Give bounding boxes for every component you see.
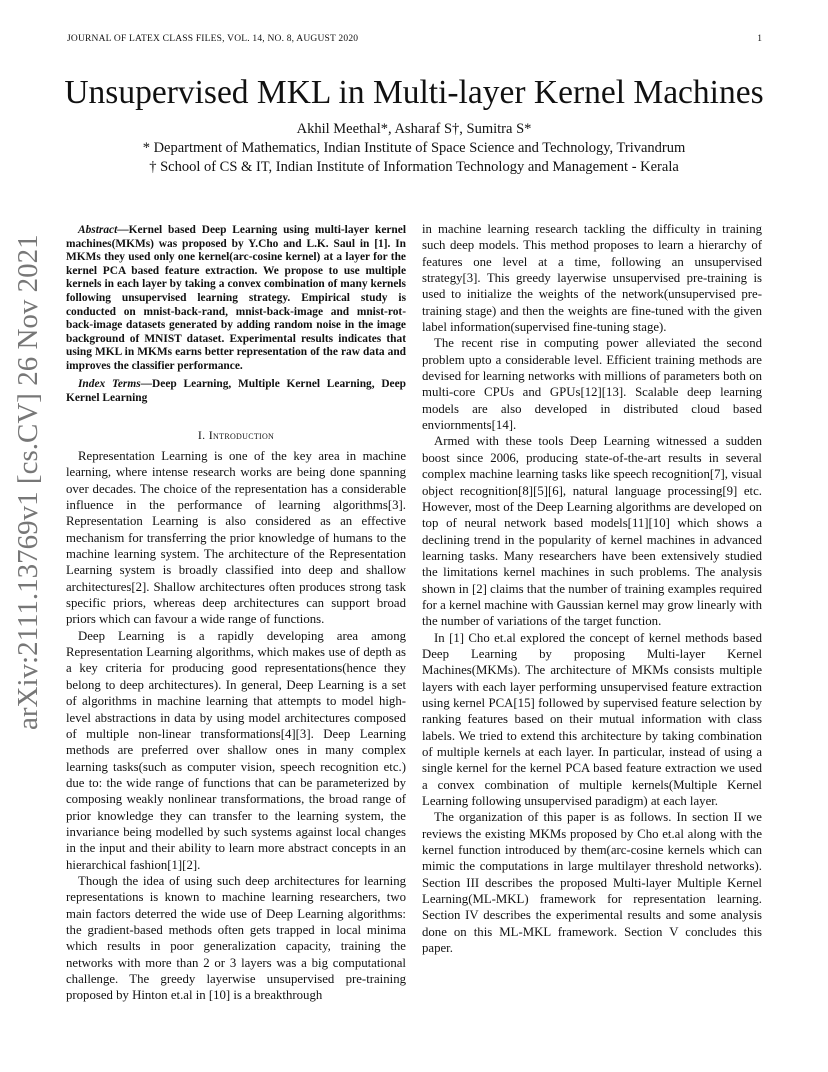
abstract-text: —Kernel based Deep Learning using multi-layer kernel machines(MKMs) was proposed by Y.Cho and L.K. Saul in [1]. In MKMs they used only one kernel(arc-cosine kernel) at a layer for the kernel PCA based feature extraction. We propose to use multiple kernels in each layer by taking a convex combination of many kernels following unsupervised learning strategy. Empirical study is conducted on mnist-back-rand, mnist-back-image and mnist-rot-back-image datasets generated by adding random noise in the image background of MNIST dataset. Experimental results indicates that using MKL in MKMs earns better representation of the raw data and improves the classifier performance. xyxy=(66,224,406,372)
section-number: I. xyxy=(197,428,206,442)
author-list: Akhil Meethal*, Asharaf S†, Sumitra S* xyxy=(296,121,532,137)
paragraph: In [1] Cho et.al explored the concept of kernel methods based Deep Learning by proposing Multi-layer Kernel Machines(MKMs). The architecture of MKMs consists multiple layers with each layer performing unsupervised feature extraction using kernel PCA[15] followed by supervised feature selection by ranking features based on their mutual information with class labels. We tried to extend this architecture by taking combination of multiple kernels at each layer. In particular, instead of using a single kernel for the kernel PCA based feature extraction we used a convex combination of multiple kernels(Multiple Kernel Learning following unsupervised paradigm) at each layer. xyxy=(422,630,762,809)
paragraph: Armed with these tools Deep Learning witnessed a sudden boost since 2006, producing state-of-the-art results in several complex machine learning tasks like speech recognition[7], visual object recognition[8][5][6], natural language processing[9] etc. However, most of the Deep Learning algorithms are developed on top of neural network based models[11][10] which shows a declining trend in the popularity of kernel machines in advanced learning tasks. Many researchers have been extensively studied the limitations kernel machines in such problems. The analysis shown in [2] claims that the number of training examples required for a kernel machine with Gaussian kernel may grow linearly with the number of variations of the target function. xyxy=(422,434,762,629)
page-number: 1 xyxy=(757,34,762,44)
paper-title: Unsupervised MKL in Multi-layer Kernel Machines xyxy=(64,74,764,111)
right-column-body xyxy=(422,221,762,956)
affiliation-2: † School of CS & IT, Indian Institute of Information Technology and Management - Kerala xyxy=(149,159,679,175)
abstract xyxy=(66,224,406,374)
affiliation-1: * Department of Mathematics, Indian Institute of Space Science and Technology, Trivandrum xyxy=(142,140,686,156)
running-header: JOURNAL OF LATEX CLASS FILES, VOL. 14, NO. 8, AUGUST 2020 xyxy=(67,34,359,44)
paragraph: in machine learning research tackling the difficulty in training such deep models. This method proposes to learn a hierarchy of features one level at a time, following an unsupervised strategy[3]. This greedy layerwise unsupervised pre-training is used to initialize the weights of the network(unsupervised pre-training stage) and then the weights are fine-tuned with the given label information(supervised fine-tuning stage). xyxy=(422,222,762,335)
index-terms-label: Index Terms xyxy=(78,378,141,390)
paragraph: The organization of this paper is as follows. In section II we reviews the existing MKMs proposed by Cho et.al along with the kernel function introduced by them(arc-cosine kernels which can mimic the computations in large multilayer threshold networks). Section III describes the proposed Multi-layer Multiple Kernel Learning(ML-MKL) framework for representation learning. Section IV describes the experimental results and some analysis done on this ML-MKL framework. Section V concludes this paper. xyxy=(422,810,762,956)
paragraph: Though the idea of using such deep architectures for learning representations is known to machine learning researchers, two main factors deterred the wide use of Deep Learning algorithms: the gradient-based methods often gets trapped in local minima which results in poor generalization capacity, training the networks with more than 2 or 3 layers was a big computational challenge. The greedy layerwise unsupervised pre-training proposed by Hinton et.al in [10] is a breakthrough xyxy=(66,873,406,1003)
section-heading xyxy=(66,428,406,443)
paragraph: Deep Learning is a rapidly developing area among Representation Learning algorithms, which makes use of depth as a key criteria for producing good representations(hence they belong to deep architectures). In general, Deep Learning is a set of algorithms in machine learning that attempts to model high-level abstractions in data by using model architectures composed of multiple non-linear transformations[4][3]. Deep Learning methods are preferred over shallow ones in many complex learning tasks(such as computer vision, speech recognition etc.) due to: the wide range of functions that can be parameterized by composing weakly nonlinear transformations, the broad range of prior knowledge they can transfer to the learning system, the invariance being modelled by such systems against local changes in the input and their ability to learn more abstract concepts in an hierarchical fashion[1][2]. xyxy=(66,628,406,872)
abstract-label: Abstract xyxy=(78,224,118,236)
section-title: Introduction xyxy=(208,428,275,442)
paragraph: The recent rise in computing power alleviated the second problem upto a considerable level. Efficient training methods are devised for learning networks with millions of parameters both on multi-core CPUs and GPUs[12][13]. Scalable deep learning models are also developed in distributed cloud based enviornments[14]. xyxy=(422,336,762,433)
left-column-body xyxy=(66,448,406,1004)
index-terms xyxy=(66,378,406,405)
index-terms-text: —Deep Learning, Multiple Kernel Learning, Deep Kernel Learning xyxy=(66,378,406,404)
arxiv-stamp: arXiv:2111.13769v1 [cs.CV] 26 Nov 2021 xyxy=(12,234,44,730)
paragraph: Representation Learning is one of the key area in machine learning, where intense research works are being done spanning over decades. The choice of the representation has a considerable influence in the performance of learning algorithms[3]. Representation Learning is also considered as an effective mechanism for transferring the prior knowledge of humans to the machine learning system. The architecture of the Representation Learning system is broadly classified into deep and shallow architectures[2]. Shallow architectures often produces strong task specific priors, whereas deep architectures can support broad priors which can favour a wide range of functions. xyxy=(66,449,406,627)
